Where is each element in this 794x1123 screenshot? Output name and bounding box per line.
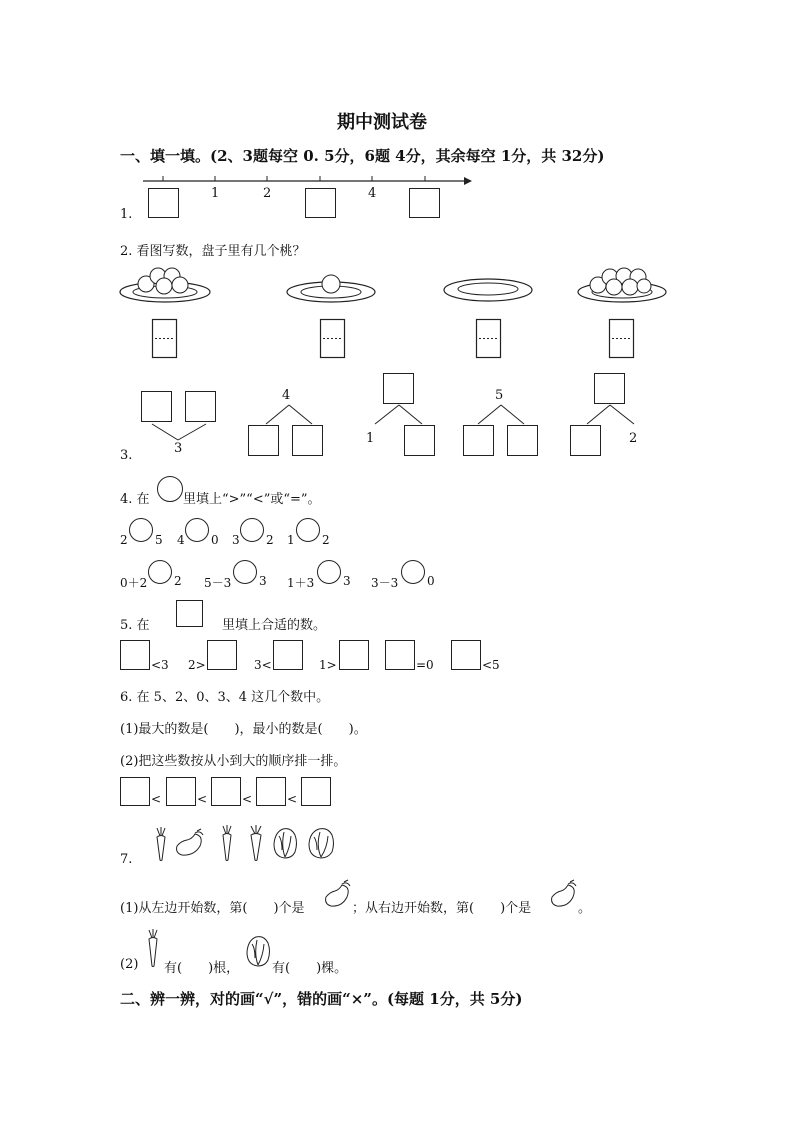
answer-box[interactable] xyxy=(383,373,414,404)
compare-left: 1＋3 xyxy=(287,576,315,590)
bond-value: 3 xyxy=(174,441,183,456)
compare-right: 2 xyxy=(322,533,330,547)
answer-box[interactable] xyxy=(185,391,216,422)
compare-right: 0 xyxy=(211,533,219,547)
q7-number: 7. xyxy=(120,852,133,867)
answer-box[interactable] xyxy=(451,640,481,670)
q7-part-2-carrot-count: 有( )根， xyxy=(164,961,240,976)
bond-value: 4 xyxy=(282,388,291,403)
compare-right: 2 xyxy=(174,574,182,588)
bond-lines xyxy=(584,404,644,426)
q6-part-2: (2)把这些数按从小到大的顺序排一排。 xyxy=(120,754,347,769)
plate-peaches-icon xyxy=(576,262,668,304)
eggplant-icon xyxy=(322,879,354,909)
inequality-text: 2> xyxy=(188,658,206,672)
compare-right: 3 xyxy=(343,574,351,588)
answer-box[interactable] xyxy=(404,425,435,456)
answer-box[interactable] xyxy=(211,777,241,806)
answer-box[interactable] xyxy=(463,425,494,456)
compare-circle[interactable] xyxy=(233,560,257,584)
section-1-heading: 一、填一填。(2、3题每空 0. 5分，6题 4分，其余每空 1分，共 32分) xyxy=(120,147,605,165)
answer-box[interactable] xyxy=(148,188,179,218)
compare-circle[interactable] xyxy=(148,560,172,584)
square-icon xyxy=(176,600,203,627)
plate-peach-icon xyxy=(285,268,377,304)
q5-prefix: 5. 在 xyxy=(120,618,150,633)
compare-right: 2 xyxy=(266,533,274,547)
tick-label-4: 4 xyxy=(368,186,377,201)
compare-circle[interactable] xyxy=(317,560,341,584)
compare-circle[interactable] xyxy=(401,560,425,584)
page-title: 期中测试卷 xyxy=(337,112,427,133)
answer-box[interactable] xyxy=(120,777,150,806)
less-than-sign: < xyxy=(242,792,253,806)
inequality-text: 3< xyxy=(254,658,272,672)
section-2-heading: 二、辨一辨，对的画“√”，错的画“×”。(每题 1分，共 5分) xyxy=(120,990,523,1008)
compare-right: 5 xyxy=(155,533,163,547)
circle-icon xyxy=(157,476,183,502)
carrot-icon xyxy=(145,928,161,968)
answer-box[interactable] xyxy=(305,188,336,218)
q5-instruction: 里填上合适的数。 xyxy=(222,618,327,633)
q6-part-1: (1)最大的数是( )，最小的数是( )。 xyxy=(120,722,367,737)
q7-part-2-cabbage-count: 有( )棵。 xyxy=(272,961,348,976)
cabbage-icon xyxy=(271,826,299,860)
less-than-sign: < xyxy=(197,792,208,806)
writing-box[interactable] xyxy=(476,319,502,359)
answer-box[interactable] xyxy=(141,391,172,422)
answer-box[interactable] xyxy=(256,777,286,806)
answer-box[interactable] xyxy=(570,425,601,456)
bond-lines xyxy=(372,404,432,426)
empty-plate-icon xyxy=(442,276,534,304)
answer-box[interactable] xyxy=(248,425,279,456)
q7-part-1-right: ；从右边开始数，第( )个是 xyxy=(352,901,532,916)
compare-left: 0＋2 xyxy=(120,576,148,590)
carrot-icon xyxy=(247,824,265,862)
writing-box[interactable] xyxy=(152,319,178,359)
q1-number: 1. xyxy=(120,207,133,222)
eggplant-icon xyxy=(548,879,580,909)
compare-left: 2 xyxy=(120,533,128,547)
q3-number: 3. xyxy=(120,448,133,463)
answer-box[interactable] xyxy=(507,425,538,456)
q7-part-1-left: (1)从左边开始数，第( )个是 xyxy=(120,901,305,916)
compare-left: 5－3 xyxy=(204,576,232,590)
bond-lines xyxy=(262,404,322,426)
compare-circle[interactable] xyxy=(129,518,153,542)
answer-box[interactable] xyxy=(166,777,196,806)
tick-label-1: 1 xyxy=(211,186,220,201)
inequality-text: <3 xyxy=(151,658,169,672)
answer-box[interactable] xyxy=(385,640,415,670)
q7-part-2-number: (2) xyxy=(120,957,139,972)
bond-lines xyxy=(474,404,534,426)
carrot-icon xyxy=(153,826,169,862)
compare-left: 4 xyxy=(177,533,185,547)
compare-right: 0 xyxy=(427,574,435,588)
inequality-text: =0 xyxy=(416,658,434,672)
less-than-sign: < xyxy=(287,792,298,806)
plate-peaches-icon xyxy=(118,262,212,304)
bond-value: 5 xyxy=(495,388,504,403)
inequality-text: 1> xyxy=(319,658,337,672)
answer-box[interactable] xyxy=(409,188,440,218)
q2-text: 2. 看图写数，盘子里有几个桃？ xyxy=(120,244,306,259)
eggplant-icon xyxy=(173,828,207,858)
q6-text: 6. 在 5、2、0、3、4 这几个数中。 xyxy=(120,690,330,705)
cabbage-icon xyxy=(244,934,272,968)
answer-box[interactable] xyxy=(301,777,331,806)
bond-value: 2 xyxy=(629,431,638,446)
compare-circle[interactable] xyxy=(296,518,320,542)
inequality-text: <5 xyxy=(482,658,500,672)
bond-value: 1 xyxy=(366,431,375,446)
carrot-icon xyxy=(219,824,235,862)
answer-box[interactable] xyxy=(120,640,150,670)
q4-prefix: 4. 在 xyxy=(120,492,150,507)
answer-box[interactable] xyxy=(292,425,323,456)
compare-circle[interactable] xyxy=(240,518,264,542)
compare-circle[interactable] xyxy=(185,518,209,542)
answer-box[interactable] xyxy=(339,640,369,670)
answer-box[interactable] xyxy=(273,640,303,670)
compare-left: 3－3 xyxy=(371,576,399,590)
writing-box[interactable] xyxy=(609,319,635,359)
q7-part-1-end: 。 xyxy=(578,901,592,916)
q4-instruction: 里填上“>”“<”或“=”。 xyxy=(183,492,321,507)
cabbage-icon xyxy=(306,826,336,860)
tick-label-2: 2 xyxy=(263,186,272,201)
writing-box[interactable] xyxy=(320,319,346,359)
answer-box[interactable] xyxy=(594,373,625,404)
compare-left: 3 xyxy=(232,533,240,547)
less-than-sign: < xyxy=(151,792,162,806)
compare-left: 1 xyxy=(287,533,295,547)
answer-box[interactable] xyxy=(207,640,237,670)
compare-right: 3 xyxy=(259,574,267,588)
